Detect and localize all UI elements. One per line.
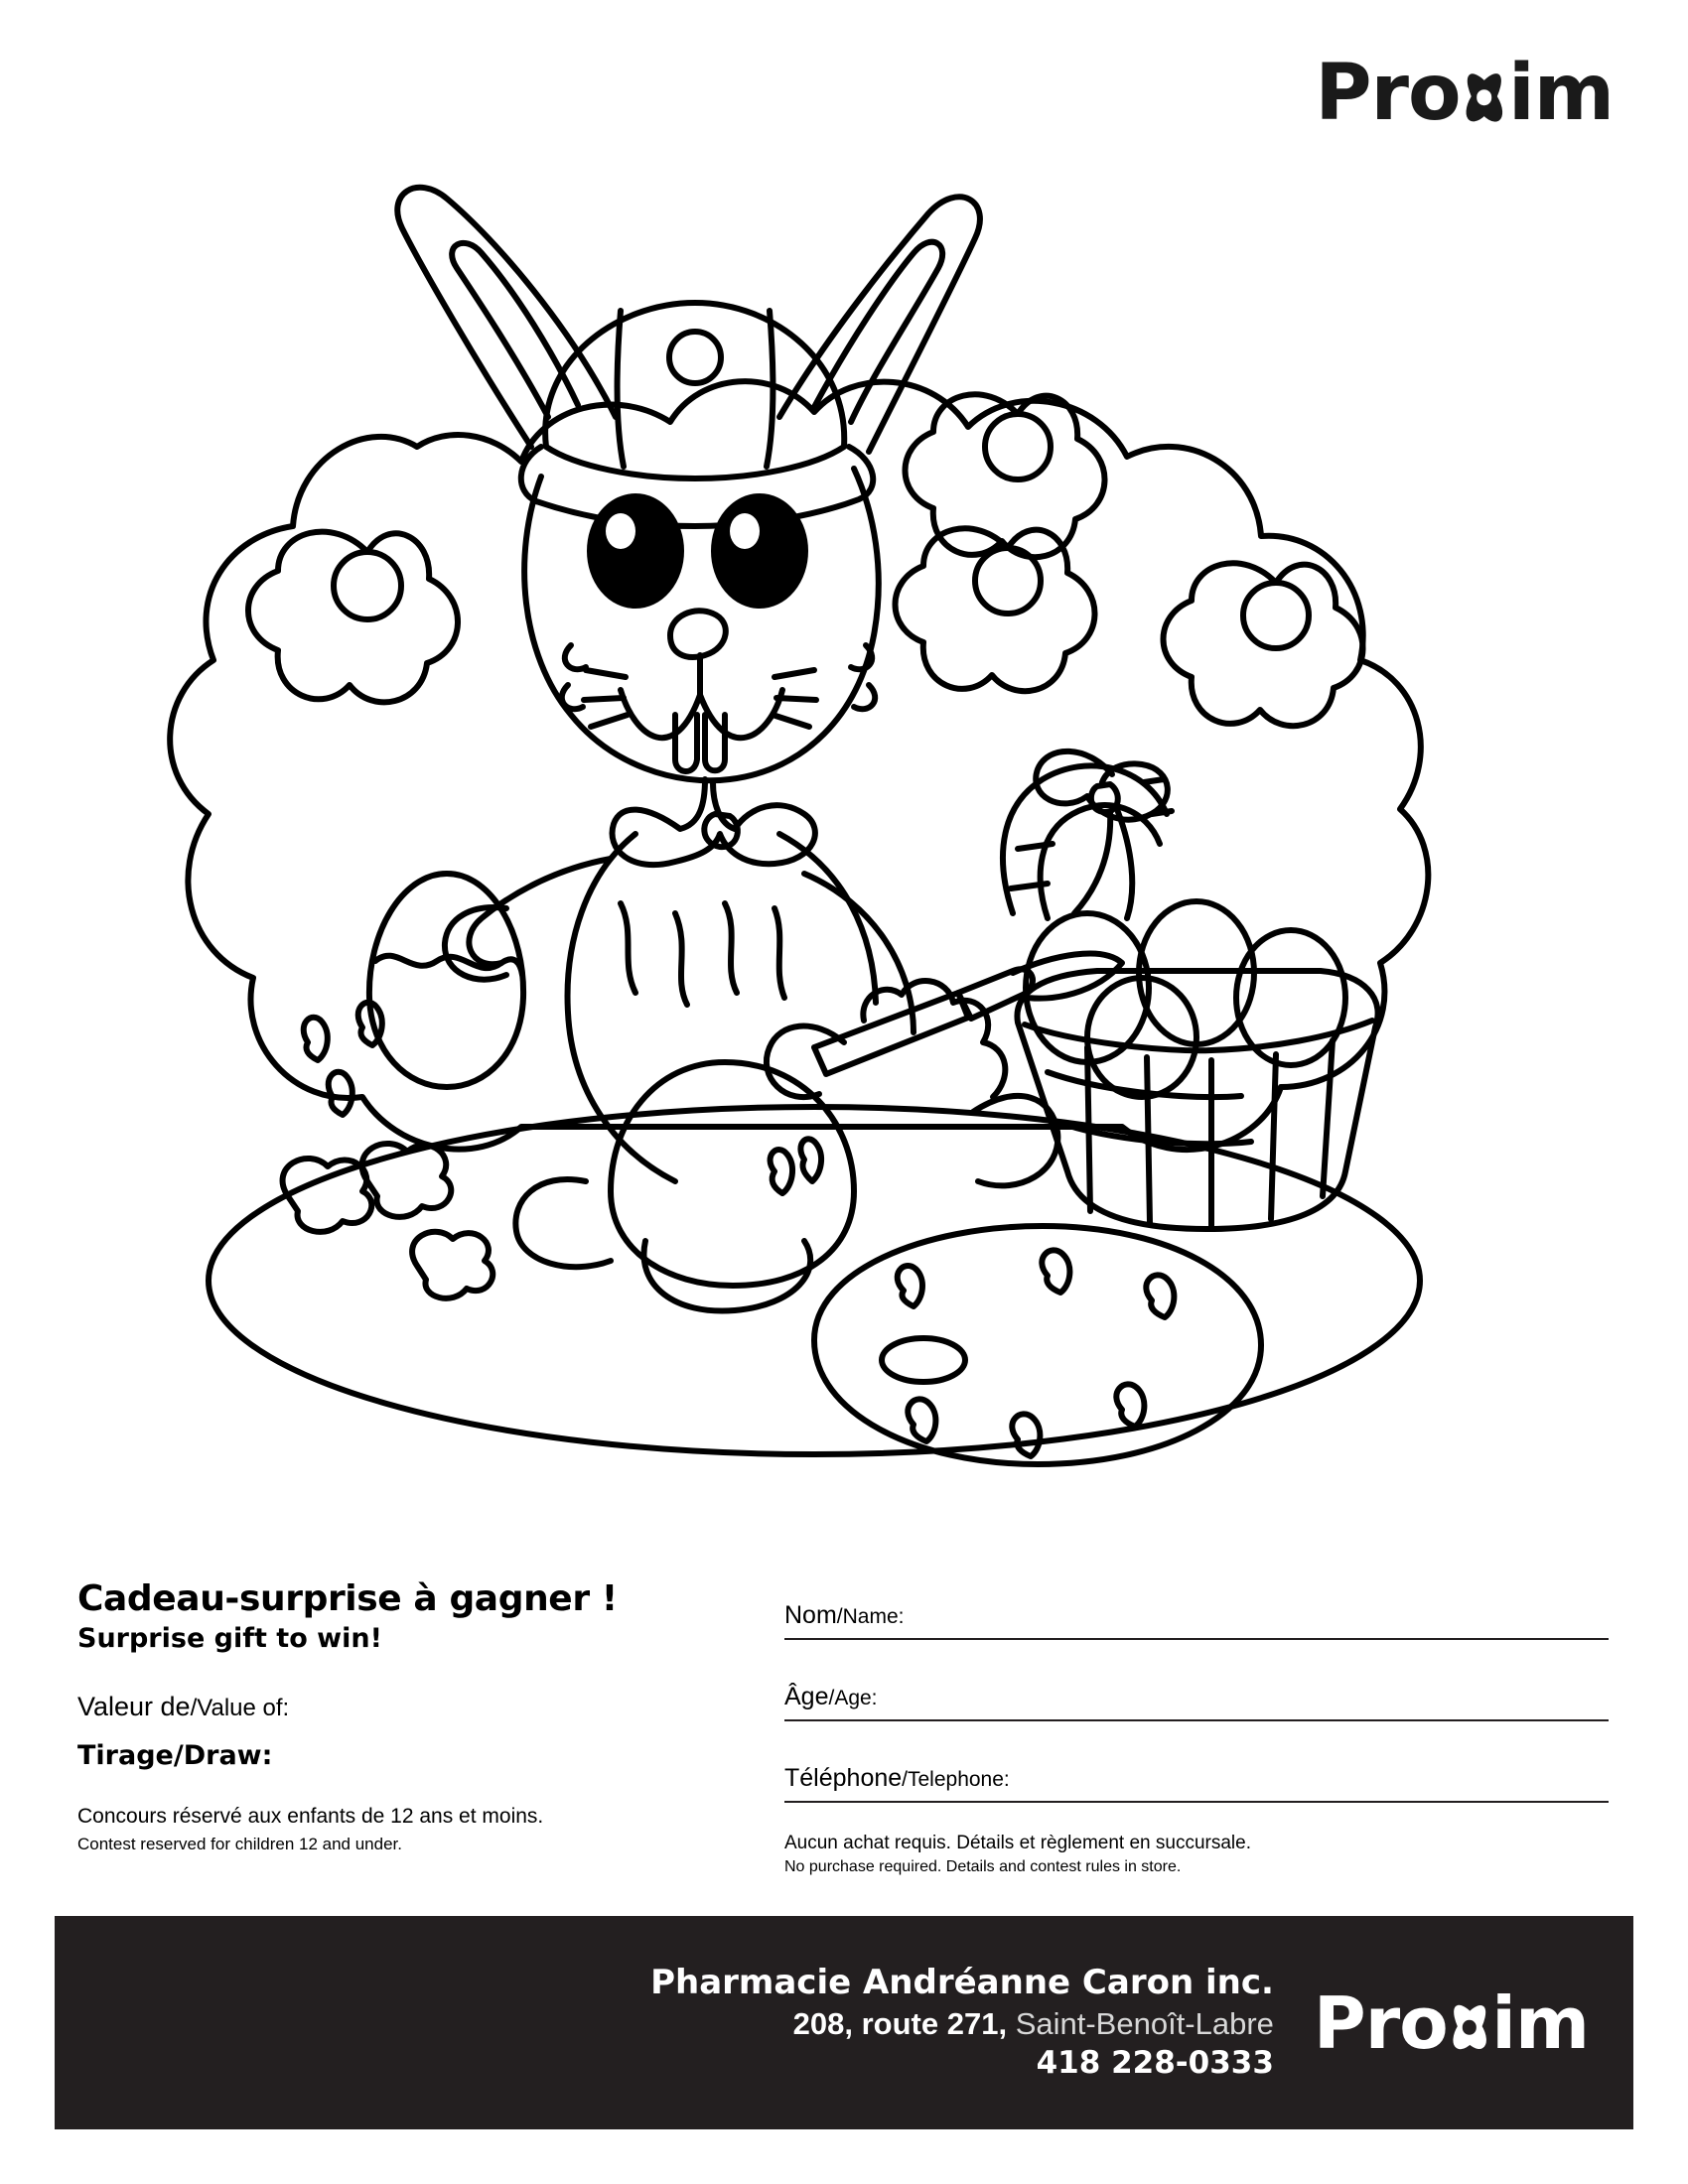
cap-button <box>669 332 721 383</box>
field-row-name <box>784 1576 1609 1640</box>
paint-drop-belly <box>771 1150 792 1193</box>
palette-paint-4 <box>908 1399 935 1441</box>
palette-thumb-hole <box>882 1338 965 1382</box>
basket-handle-outer <box>1003 765 1167 913</box>
ground-paint-blob-2 <box>283 1159 372 1232</box>
proxim-logo-footer-text <box>1313 1980 1589 2065</box>
basket-bow-ribbons <box>1074 812 1132 918</box>
field-row-telephone <box>784 1739 1609 1803</box>
proxim-butterfly-x-icon <box>1461 69 1508 125</box>
telephone-label-fr: Téléphone <box>784 1764 903 1792</box>
footer-pharmacy-info <box>55 1963 1314 2083</box>
age-field-label <box>784 1683 878 1711</box>
cap-seam-left <box>618 311 624 467</box>
bunny-arm-left <box>469 859 611 964</box>
pharmacy-phone[interactable]: 418 228-0333 <box>1036 2045 1274 2082</box>
bunny-mouth <box>621 690 782 738</box>
pharmacy-name: Pharmacie Andréanne Caron inc. <box>650 1962 1274 2002</box>
telephone-input[interactable] <box>1043 1759 1609 1795</box>
pharmacy-street: 208, route 271, <box>792 2006 1008 2042</box>
purchase-disclaimer <box>784 1833 1609 1876</box>
name-label-fr: Nom <box>784 1601 837 1629</box>
age-label-en: /Age: <box>828 1687 878 1709</box>
prize-draw-label-en: /Draw: <box>173 1740 273 1771</box>
bunny-eye-left-highlight <box>606 513 635 549</box>
prize-value-label-fr: Valeur de <box>77 1692 191 1721</box>
palette-paint-2 <box>1042 1250 1069 1293</box>
palette-paint-5 <box>1012 1414 1040 1456</box>
bunny-eye-left <box>590 496 681 606</box>
flower-top-right <box>906 394 1105 557</box>
logo-text-after: im <box>1507 49 1614 138</box>
bunny-foot-left <box>515 1179 611 1267</box>
name-field-label <box>784 1601 904 1630</box>
prize-title-fr: Cadeau-surprise à gagner ! <box>77 1578 618 1619</box>
telephone-label-en: /Telephone: <box>902 1768 1010 1791</box>
palette-paint-3 <box>1146 1275 1174 1317</box>
proxim-logo-footer <box>1313 1980 1633 2065</box>
bunny-ear-right <box>779 197 980 452</box>
palette-paint-1 <box>898 1266 922 1306</box>
prize-value-label-en: /Value of: <box>190 1695 290 1721</box>
contest-rules-fr: Concours réservé aux enfants de 12 ans et moins. <box>77 1805 544 1828</box>
prize-value-line <box>77 1692 773 1722</box>
prize-draw-label-fr: Tirage <box>77 1740 174 1771</box>
footer-logo-text-before: Pro <box>1313 1980 1448 2065</box>
age-input[interactable] <box>1043 1678 1609 1713</box>
palette-paint-6 <box>1116 1384 1144 1427</box>
prize-title-en: Surprise gift to win! <box>77 1623 382 1654</box>
chest-fur <box>621 903 784 1005</box>
pharmacy-city: Saint-Benoît-Labre <box>1015 2006 1274 2042</box>
pharmacy-address <box>55 2005 1274 2043</box>
disclaimer-fr: Aucun achat requis. Détails et règlement en succursale. <box>784 1833 1251 1853</box>
entry-form <box>784 1576 1609 1876</box>
footer-bar <box>55 1916 1633 2129</box>
cap-seam-right <box>767 311 773 467</box>
flower-mid-right <box>896 528 1095 691</box>
name-label-en: /Name: <box>836 1605 905 1628</box>
proxim-butterfly-x-icon <box>1448 2001 1492 2053</box>
prize-draw-line <box>77 1740 773 1771</box>
flower-left <box>248 532 458 703</box>
ground-paint-blob-3 <box>412 1232 492 1298</box>
field-row-age <box>784 1658 1609 1721</box>
ground-splatter-3 <box>329 1072 352 1115</box>
footer-logo-text-after: im <box>1491 1980 1589 2065</box>
whiskers-right <box>773 670 816 727</box>
age-label-fr: Âge <box>784 1683 829 1710</box>
easter-bunny-coloring-illustration <box>119 119 1529 1608</box>
disclaimer-en: No purchase required. Details and contest rules in store. <box>784 1858 1182 1875</box>
whiskers-left <box>584 670 628 727</box>
bunny-nose <box>670 611 726 657</box>
logo-text-before: Pro <box>1315 49 1461 138</box>
paintbrush-handle <box>814 993 968 1074</box>
painted-egg <box>369 874 523 1087</box>
paint-drop-belly-2 <box>800 1139 821 1181</box>
bunny-eye-right <box>714 496 805 606</box>
bunny-tail <box>863 981 1005 1097</box>
bunny-bowtie <box>613 779 815 865</box>
flower-far-right <box>1164 563 1363 726</box>
bunny-eye-right-highlight <box>730 513 760 549</box>
bunny-arm-right <box>804 874 914 1032</box>
prize-info-block <box>77 1578 773 1854</box>
basket-handle-inner <box>1041 805 1160 918</box>
contest-rules-en: Contest reserved for children 12 and under. <box>77 1835 402 1853</box>
name-input[interactable] <box>1043 1596 1609 1632</box>
ground-splatter-1 <box>304 1018 328 1060</box>
telephone-field-label <box>784 1764 1010 1793</box>
